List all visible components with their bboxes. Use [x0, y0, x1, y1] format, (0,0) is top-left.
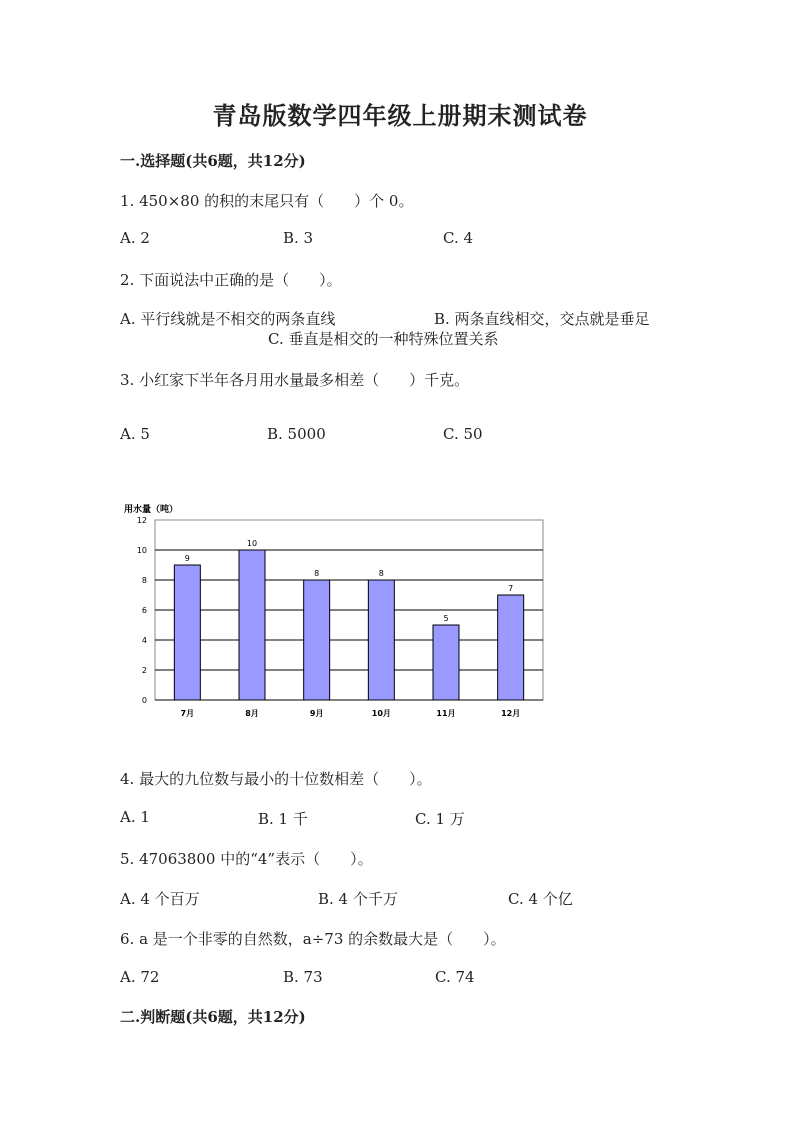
- y-tick-label: 12: [136, 516, 147, 525]
- data-label: 5: [443, 614, 449, 623]
- q4-option-b: B. 1 千: [258, 810, 308, 828]
- q3-option-c: C. 50: [443, 425, 483, 443]
- question-4: 4. 最大的九位数与最小的十位数相差（ ）。: [120, 770, 432, 788]
- question-3: 3. 小红家下半年各月用水量最多相差（ ）千克。: [120, 371, 470, 389]
- y-axis-label: 用水量（吨）: [124, 505, 179, 515]
- q4-option-a: A. 1: [120, 808, 150, 826]
- bar: [368, 580, 394, 700]
- y-tick-label: 6: [141, 606, 147, 615]
- q2-option-b: B. 两条直线相交，交点就是垂足: [434, 310, 650, 328]
- x-tick-label: 7月: [180, 709, 195, 718]
- question-5: 5. 47063800 中的“4”表示（ ）。: [120, 850, 373, 868]
- q2-option-c: C. 垂直是相交的一种特殊位置关系: [268, 330, 499, 348]
- y-tick-label: 10: [136, 546, 147, 555]
- data-label: 7: [508, 584, 514, 593]
- q6-option-a: A. 72: [120, 968, 160, 986]
- q2-option-a: A. 平行线就是不相交的两条直线: [120, 310, 336, 328]
- q3-option-b: B. 5000: [267, 425, 326, 443]
- q5-option-b: B. 4 个千万: [318, 890, 398, 908]
- q3-option-a: A. 5: [120, 425, 150, 443]
- bar: [304, 580, 330, 700]
- q5-option-a: A. 4 个百万: [120, 890, 200, 908]
- question-2: 2. 下面说法中正确的是（ ）。: [120, 271, 342, 289]
- y-tick-label: 2: [141, 666, 147, 675]
- data-label: 8: [378, 569, 384, 578]
- q5-option-c: C. 4 个亿: [508, 890, 573, 908]
- q6-option-c: C. 74: [435, 968, 475, 986]
- x-tick-label: 10月: [371, 709, 391, 718]
- y-tick-label: 4: [141, 636, 147, 645]
- bar: [174, 565, 200, 700]
- x-tick-label: 11月: [436, 709, 456, 718]
- x-tick-label: 8月: [245, 709, 259, 718]
- section-heading-judgement: 二.判断题(共6题，共12分): [120, 1008, 306, 1026]
- x-tick-label: 12月: [501, 709, 521, 718]
- q4-option-c: C. 1 万: [415, 810, 465, 828]
- section-heading-choice: 一.选择题(共6题，共12分): [120, 152, 306, 170]
- data-label: 9: [184, 554, 190, 563]
- data-label: 8: [314, 569, 320, 578]
- y-tick-label: 0: [141, 696, 147, 705]
- water-usage-bar-chart: [118, 500, 558, 730]
- q6-option-b: B. 73: [283, 968, 323, 986]
- x-tick-label: 9月: [309, 709, 324, 718]
- question-6: 6. a 是一个非零的自然数，a÷73 的余数最大是（ ）。: [120, 930, 506, 948]
- bar: [433, 625, 459, 700]
- question-1: 1. 450×80 的积的末尾只有（ ）个 0。: [120, 192, 414, 210]
- q1-option-a: A. 2: [120, 229, 150, 247]
- q1-option-b: B. 3: [283, 229, 314, 247]
- bar: [239, 550, 265, 700]
- y-tick-label: 8: [141, 576, 147, 585]
- data-label: 10: [246, 539, 258, 548]
- q1-option-c: C. 4: [443, 229, 474, 247]
- page-title: 青岛版数学四年级上册期末测试卷: [212, 101, 588, 130]
- bar: [498, 595, 524, 700]
